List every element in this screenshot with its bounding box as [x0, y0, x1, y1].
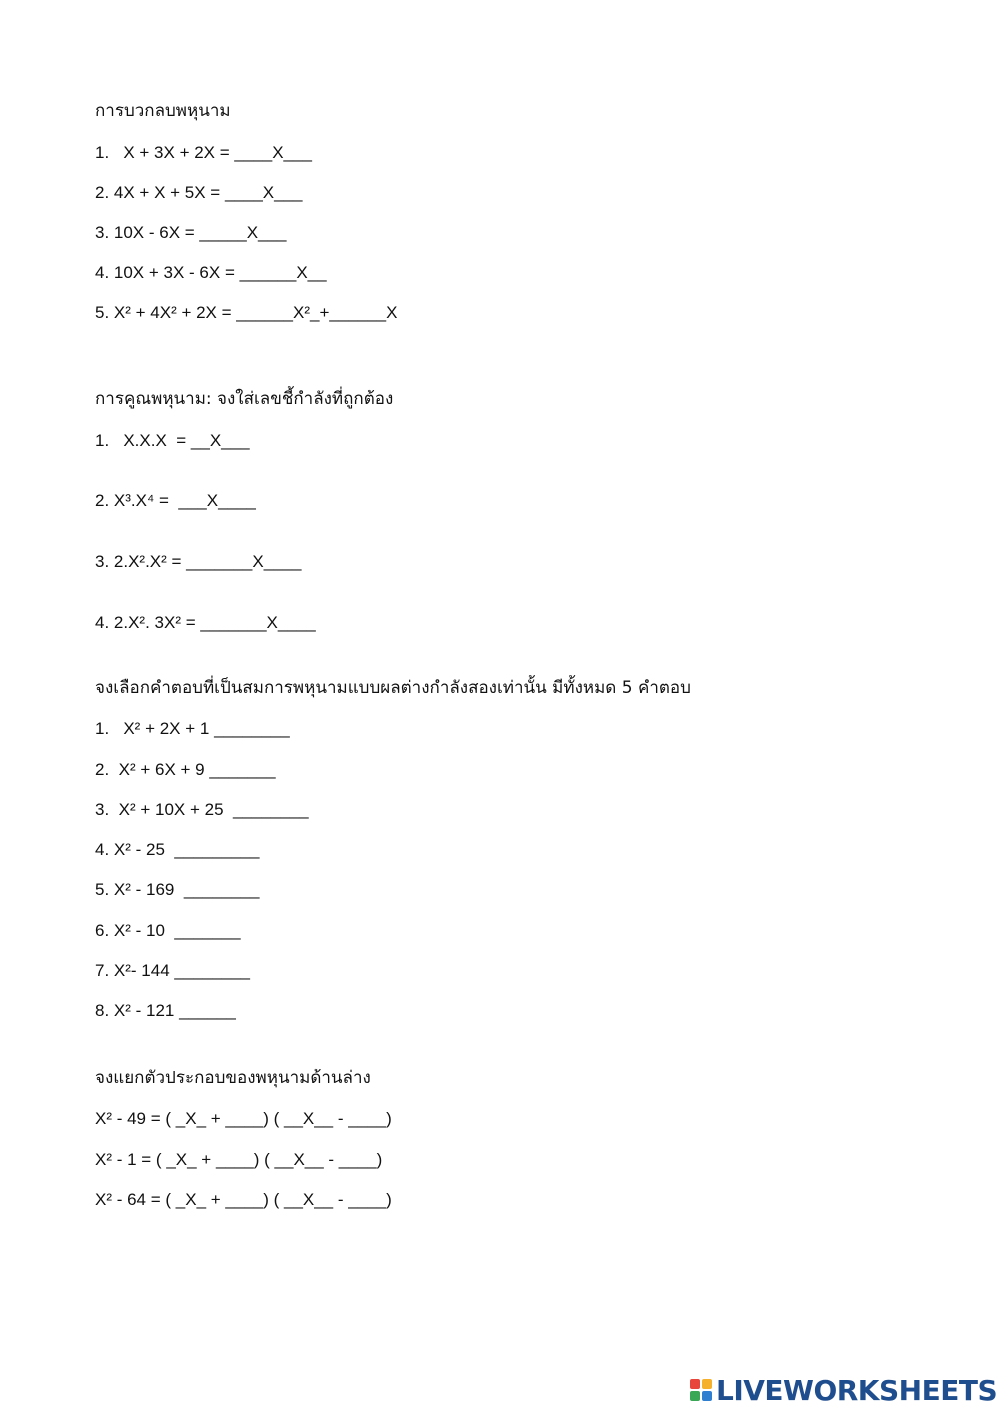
liveworksheets-logo — [690, 1374, 997, 1406]
section-4-heading: จงแยกตัวประกอบของพหุนามด้านล่าง — [95, 1068, 371, 1088]
section-4-item-1: X² - 49 = ( _X_ + ____) ( __X__ - ____) — [95, 1109, 392, 1128]
logo-text: LIVEWORKSHEETS — [716, 1373, 998, 1407]
section-4-item-3: X² - 64 = ( _X_ + ____) ( __X__ - ____) — [95, 1190, 392, 1209]
section-2-item-2: 2. X³.X⁴ = ___X____ — [95, 491, 256, 510]
section-2-item-4: 4. 2.X². 3X² = _______X____ — [95, 613, 316, 632]
section-1-item-3: 3. 10X - 6X = _____X___ — [95, 223, 287, 242]
logo-tile-2 — [702, 1379, 712, 1389]
section-3-item-7: 7. X²- 144 ________ — [95, 961, 251, 980]
section-3-item-4: 4. X² - 25 _________ — [95, 840, 260, 859]
section-2-heading: การคูณพหุนาม: จงใส่เลขชี้กำลังที่ถูกต้อง — [95, 389, 394, 409]
logo-tile-3 — [690, 1391, 700, 1401]
section-1-item-4: 4. 10X + 3X - 6X = ______X__ — [95, 263, 327, 282]
section-3-item-6: 6. X² - 10 _______ — [95, 921, 241, 940]
logo-tile-4 — [702, 1391, 712, 1401]
section-3-heading: จงเลือกคำตอบที่เป็นสมการพหุนามแบบผลต่างกำลังสองเท่านั้น มีทั้งหมด 5 คำตอบ — [95, 678, 691, 698]
section-3-item-2: 2. X² + 6X + 9 _______ — [95, 760, 276, 779]
section-3-item-3: 3. X² + 10X + 25 ________ — [95, 800, 309, 819]
section-1-item-2: 2. 4X + X + 5X = ____X___ — [95, 183, 303, 202]
section-2-item-1: 1. X.X.X = __X___ — [95, 431, 250, 450]
section-3-item-8: 8. X² - 121 ______ — [95, 1001, 236, 1020]
section-1-heading: การบวกลบพหุนาม — [95, 101, 231, 121]
liveworksheets-logo-icon — [690, 1379, 712, 1401]
section-1-item-1: 1. X + 3X + 2X = ____X___ — [95, 143, 312, 162]
logo-tile-1 — [690, 1379, 700, 1389]
section-3-item-5: 5. X² - 169 ________ — [95, 880, 260, 899]
section-3-item-1: 1. X² + 2X + 1 ________ — [95, 719, 290, 738]
section-1-item-5: 5. X² + 4X² + 2X = ______X²_+______X — [95, 303, 398, 322]
section-2-item-3: 3. 2.X².X² = _______X____ — [95, 552, 302, 571]
section-4-item-2: X² - 1 = ( _X_ + ____) ( __X__ - ____) — [95, 1150, 383, 1169]
